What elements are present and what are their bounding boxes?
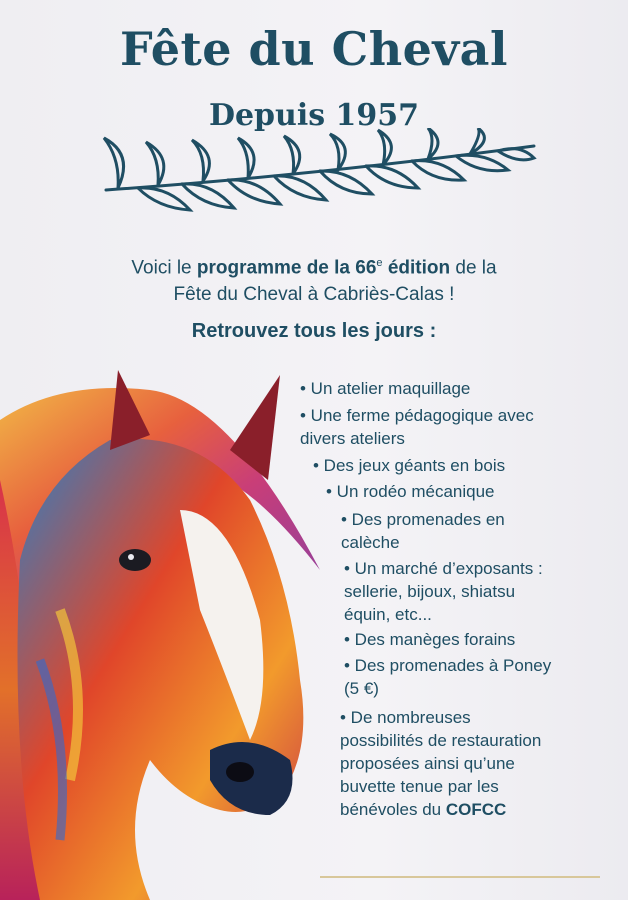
list-item-line: • Un rodéo mécanique [326,482,495,501]
association-name: COFCC [445,800,507,819]
list-item [341,508,505,554]
laurel-branch-icon [98,128,538,224]
page-title: Fête du Cheval [120,22,508,76]
list-item-line: (5 €) [344,679,379,698]
intro-second-line: Fête du Cheval à Cabriès-Calas ! [173,284,455,306]
intro-text-start: Voici le [131,257,197,279]
list-item-line: sellerie, bijoux, shiatsu [344,582,516,601]
list-item-text: bénévoles du [340,800,446,819]
list-item-line: • Un atelier maquillage [300,379,471,398]
list-item-line: proposées ainsi qu’une [340,754,515,773]
list-item-line: • De nombreuses [340,708,471,727]
list-item [344,557,543,626]
list-item-line: • Une ferme pédagogique avec [300,406,534,425]
list-item-line: • Des promenades à Poney [344,656,552,675]
list-item-line: • Un marché d’exposants : [344,559,543,578]
list-item-line: • Des jeux géants en bois [313,456,506,475]
daily-heading: Retrouvez tous les jours : [191,320,437,342]
list-item-line: divers ateliers [300,429,405,448]
list-item [313,454,505,477]
list-item-line: • Des manèges forains [344,630,516,649]
list-item [344,628,515,651]
horse-illustration [0,360,330,900]
list-item-line: calèche [341,533,400,552]
intro-superscript: e [376,257,383,269]
list-item [300,404,534,450]
decorative-divider [320,876,600,878]
intro-edition-label: édition [387,257,451,279]
intro-text-end: de la [450,257,497,279]
list-item-line: • Des promenades en [341,510,505,529]
subtitle: Depuis 1957 [208,98,420,133]
list-item-line: buvette tenue par les [340,777,499,796]
list-item-line [340,798,541,821]
intro-edition-bold: programme de la 66 [196,257,377,279]
list-item [300,377,470,400]
intro-edition-word [383,257,451,278]
list-item [344,654,551,700]
intro-text [40,250,588,308]
list-item [340,706,541,821]
list-item-line: équin, etc... [344,605,432,624]
list-item-line: possibilités de restauration [340,731,542,750]
list-item [326,480,495,503]
